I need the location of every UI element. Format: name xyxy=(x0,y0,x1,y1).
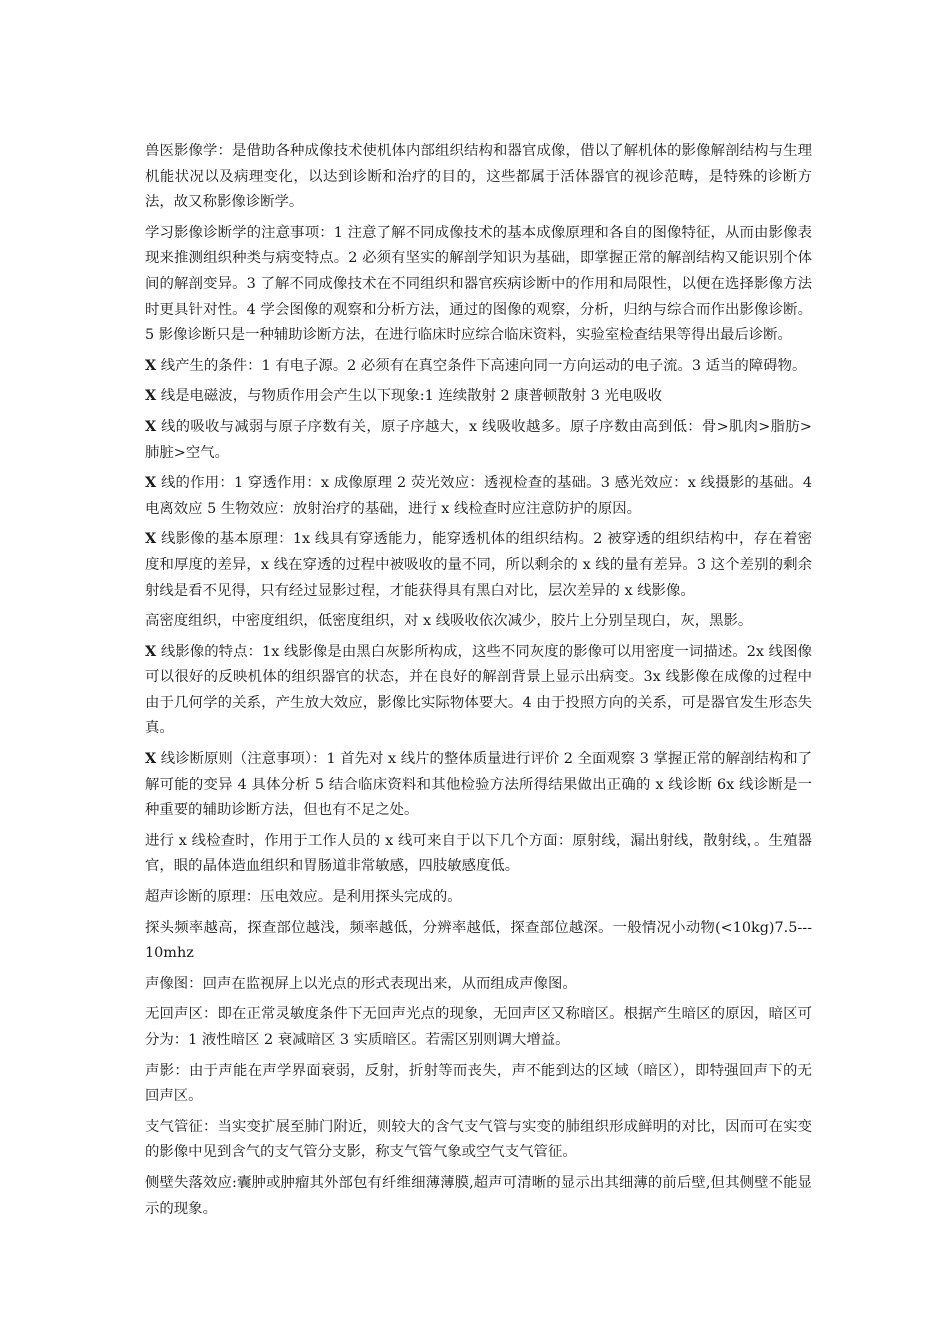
paragraph-lead: X xyxy=(145,356,157,374)
paragraph-xray-diagnosis-principles xyxy=(145,746,812,824)
paragraph-xray-conditions xyxy=(145,353,812,380)
paragraph-text: 探头频率越高，探查部位越浅，频率越低，分辨率越低，探查部位越深。一般情况小动物(<10kg)7.5---10mhz xyxy=(145,919,812,962)
paragraph-probe-frequency xyxy=(145,915,812,967)
paragraph-xray-image-features xyxy=(145,639,812,742)
paragraph-study-notes xyxy=(145,220,812,349)
paragraph-acoustic-shadow xyxy=(145,1058,812,1110)
paragraph-text: 超声诊断的原理：压电效应。是利用探头完成的。 xyxy=(145,889,462,906)
paragraph-anechoic-zone xyxy=(145,1001,812,1053)
paragraph-text: 进行 x 线检查时，作用于工作人员的 x 线可来自于以下几个方面：原射线，漏出射线，散射线，。生殖器官，眼的晶体造血组织和胃肠道非常敏感，四肢敏感度低。 xyxy=(145,832,812,875)
document-page xyxy=(145,138,812,1226)
paragraph-lead: X xyxy=(145,750,157,768)
paragraph-text: 声影：由于声能在声学界面衰弱，反射，折射等而丧失，声不能到达的区域（暗区），即特强回声下的无回声区。 xyxy=(145,1062,812,1105)
paragraph-text: 侧壁失落效应:囊肿或肿瘤其外部包有纤维细薄薄膜,超声可清晰的显示出其细薄的前后壁,但其侧壁不能显示的现象。 xyxy=(145,1174,812,1217)
paragraph-sonogram xyxy=(145,971,812,998)
paragraph-xray-effects xyxy=(145,470,812,522)
paragraph-text: 无回声区：即在正常灵敏度条件下无回声光点的现象，无回声区又称暗区。根据产生暗区的原因，暗区可分为：1 液性暗区 2 衰减暗区 3 实质暗区。若需区别则调大增益。 xyxy=(145,1006,812,1048)
paragraph-text: 支气管征：当实变扩展至肺门附近，则较大的含气支气管与实变的肺组织形成鲜明的对比，因而可在实变的影像中见到含气的支气管分支影，称支气管气象或空气支气管征。 xyxy=(145,1118,812,1161)
paragraph-text: 兽医影像学：是借助各种成像技术使机体内部组织结构和器官成像，借以了解机体的影像解剖结构与生理机能状况以及病理变化，以达到诊断和治疗的目的，这些都属于活体器官的视诊范畴，是特殊的诊断方法，故又称影像诊断学。 xyxy=(145,143,812,211)
paragraph-text: 线产生的条件：1 有电子源。2 必须有在真空条件下高速向同一方向运动的电子流。3 适当的障碍物。 xyxy=(156,357,807,374)
paragraph-tissue-density xyxy=(145,608,812,635)
paragraph-text: 线是电磁波，与物质作用会产生以下现象:1 连续散射 2 康普顿散射 3 光电吸收 xyxy=(156,388,663,405)
paragraph-text: 高密度组织，中密度组织，低密度组织，对 x 线吸收依次减少，胶片上分别呈现白，灰，黑影。 xyxy=(145,613,753,630)
paragraph-definition xyxy=(145,138,812,216)
paragraph-radiation-sources xyxy=(145,828,812,880)
paragraph-xray-absorption xyxy=(145,414,812,466)
paragraph-text: 线影像的特点：1x 线影像是由黑白灰影所构成，这些不同灰度的影像可以用密度一词描述。2x 线图像可以很好的反映机体的组织器官的状态，并在良好的解剖背景上显示出病变。3x 线影像在成像的过程中由于几何学的关系，产生放大效应，影像比实际物体要大。4 由于投照方向的关系，可是器官发生形态失真。 xyxy=(145,643,812,737)
paragraph-bronchogram-sign xyxy=(145,1114,812,1166)
paragraph-lead: X xyxy=(145,387,157,405)
paragraph-lead: X xyxy=(145,530,157,548)
paragraph-text: 声像图：回声在监视屏上以光点的形式表现出来，从而组成声像图。 xyxy=(145,975,577,992)
paragraph-text: 线影像的基本原理：1x 线具有穿透能力，能穿透机体的组织结构。2 被穿透的组织结构中，存在着密度和厚度的差异，x 线在穿透的过程中被吸收的量不同，所以剩余的 x 线的量有差异。3 这个差别的剩余射线是看不见得，只有经过显影过程，才能获得具有黑白对比，层次差异的 x 线影像。 xyxy=(145,531,812,599)
paragraph-text: 线诊断原则（注意事项）：1 首先对 x 线片的整体质量进行评价 2 全面观察 3 掌握正常的解剖结构和了解可能的变异 4 具体分析 5 结合临床资料和其他检验方法所得结果做出正确的 x 线诊断 6x 线诊断是一种重要的辅助诊断方法，但也有不足之处。 xyxy=(145,751,813,819)
paragraph-lead: X xyxy=(145,642,157,660)
paragraph-lateral-wall-dropout xyxy=(145,1170,812,1222)
paragraph-text: 学习影像诊断学的注意事项：1 注意了解不同成像技术的基本成像原理和各自的图像特征，从而由影像表现来推测组织种类与病变特点。2 必须有坚实的解剖学知识为基础，即掌握正常的解剖结构又能识别个体间的解剖变异。3 了解不同成像技术在不同组织和器官疾病诊断中的作用和局限性，以便在选择影像方法时更具针对性。4 学会图像的观察和分析方法，通过的图像的观察，分析，归纳与综合而作出影像诊断。5 影像诊断只是一种辅助诊断方法，在进行临床时应综合临床资料，实验室检查结果等得出最后诊断。 xyxy=(145,224,812,344)
paragraph-xray-electromagnetic xyxy=(145,383,812,410)
paragraph-text: 线的作用：1 穿透作用：x 成像原理 2 荧光效应：透视检查的基础。3 感光效应：x 线摄影的基础。4 电离效应 5 生物效应：放射治疗的基础，进行 x 线检查时应注意防护的原因。 xyxy=(145,475,812,517)
paragraph-lead: X xyxy=(145,417,157,435)
paragraph-lead: X xyxy=(145,474,157,492)
paragraph-ultrasound-principle xyxy=(145,884,812,911)
paragraph-xray-imaging-principle xyxy=(145,526,812,604)
paragraph-text: 线的吸收与减弱与原子序数有关，原子序越大，x 线吸收越多。原子序数由高到低：骨>肌肉>脂肪>肺脏>空气。 xyxy=(145,418,812,461)
